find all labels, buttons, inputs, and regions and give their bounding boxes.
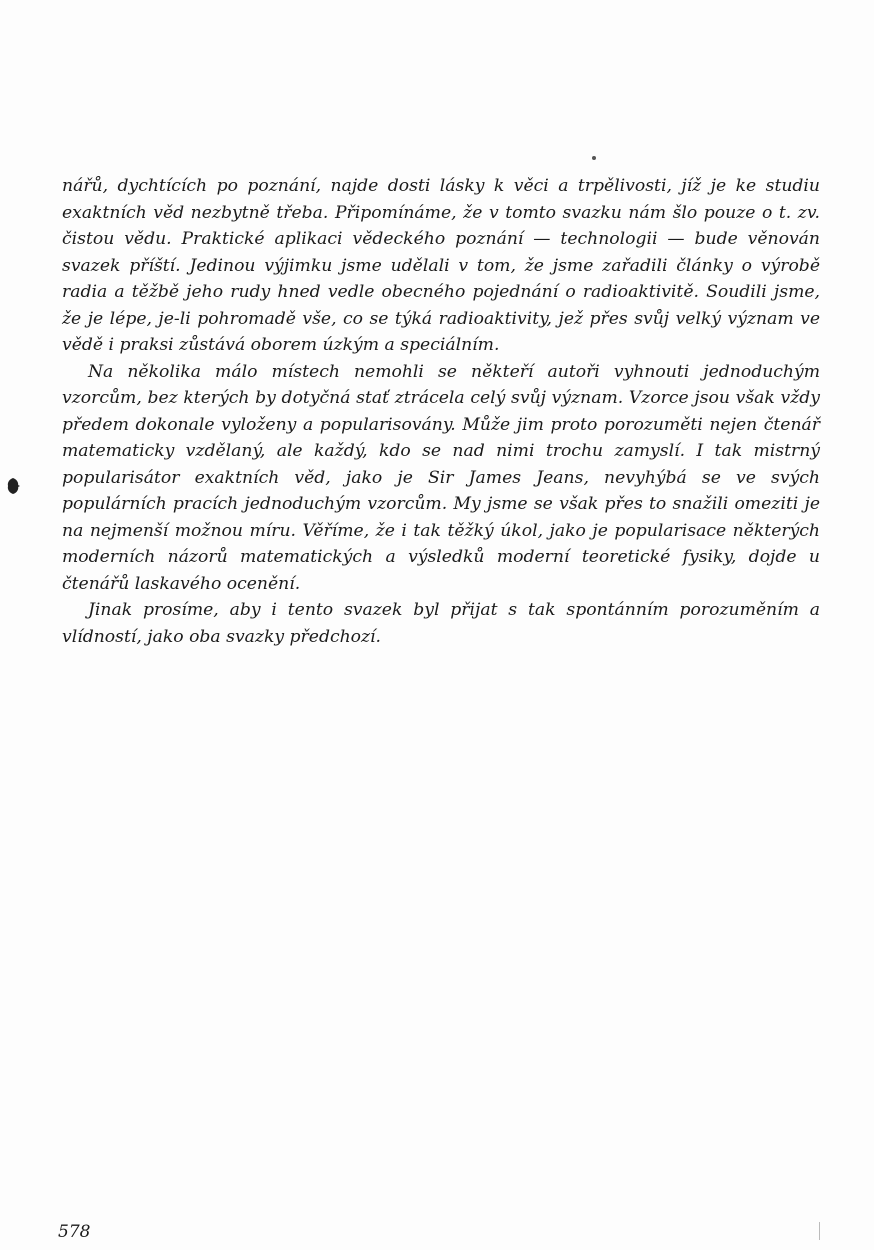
paragraph-1: nářů, dychtících po poznání, najde dosti lásky k věci a trpělivosti, jíž je ke studiu exaktních věd nezbytně třeba. Připomínáme, že v tomto svazku nám šlo pouze o t. zv. čistou vědu. Praktické aplikaci vědeckého poznání — technologii — bude věnován svazek příští. Jedinou výjimku jsme udělali v tom, že jsme zařadili články o výrobě radia a těžbě jeho rudy hned vedle obecného pojednání o radioaktivitě. Soudili jsme, že je lépe, je-li pohromadě vše, co se týká radioaktivity, jež přes svůj velký význam ve vědě i praksi zůstává oborem úzkým a speciálním. (62, 176, 820, 355)
paragraph-3: Jinak prosíme, aby i tento svazek byl přijat s tak spontánním porozuměním a vlídností, jako oba svazky předchozí. (62, 600, 820, 647)
ink-speck (592, 156, 596, 160)
paragraph-2: Na několika málo místech nemohli se někteří autoři vyhnouti jednoduchým vzorcům, bez kterých by dotyčná stať ztrácela celý svůj význam. Vzorce jsou však vždy předem dokonale vyloženy a popularisovány. Může jim proto porozuměti nejen čtenář matematicky vzdělaný, ale každý, kdo se nad nimi trochu zamyslí. I tak mistrný popularisátor exaktních věd, jako je Sir James Jeans, nevyhýbá se ve svých populárních pracích jednoduchým vzorcům. My jsme se však přes to snažili omeziti je na nejmenší možnou míru. Věříme, že i tak těžký úkol, jako je popularisace některých moderních názorů matematických a výsledků moderní teoretické fysiky, dojde u čtenářů laskavého ocenění. (62, 361, 820, 594)
ink-blot-icon (6, 477, 20, 495)
edge-mark (819, 1222, 820, 1240)
page-number: 578 (58, 1222, 91, 1242)
body-text (62, 173, 820, 650)
